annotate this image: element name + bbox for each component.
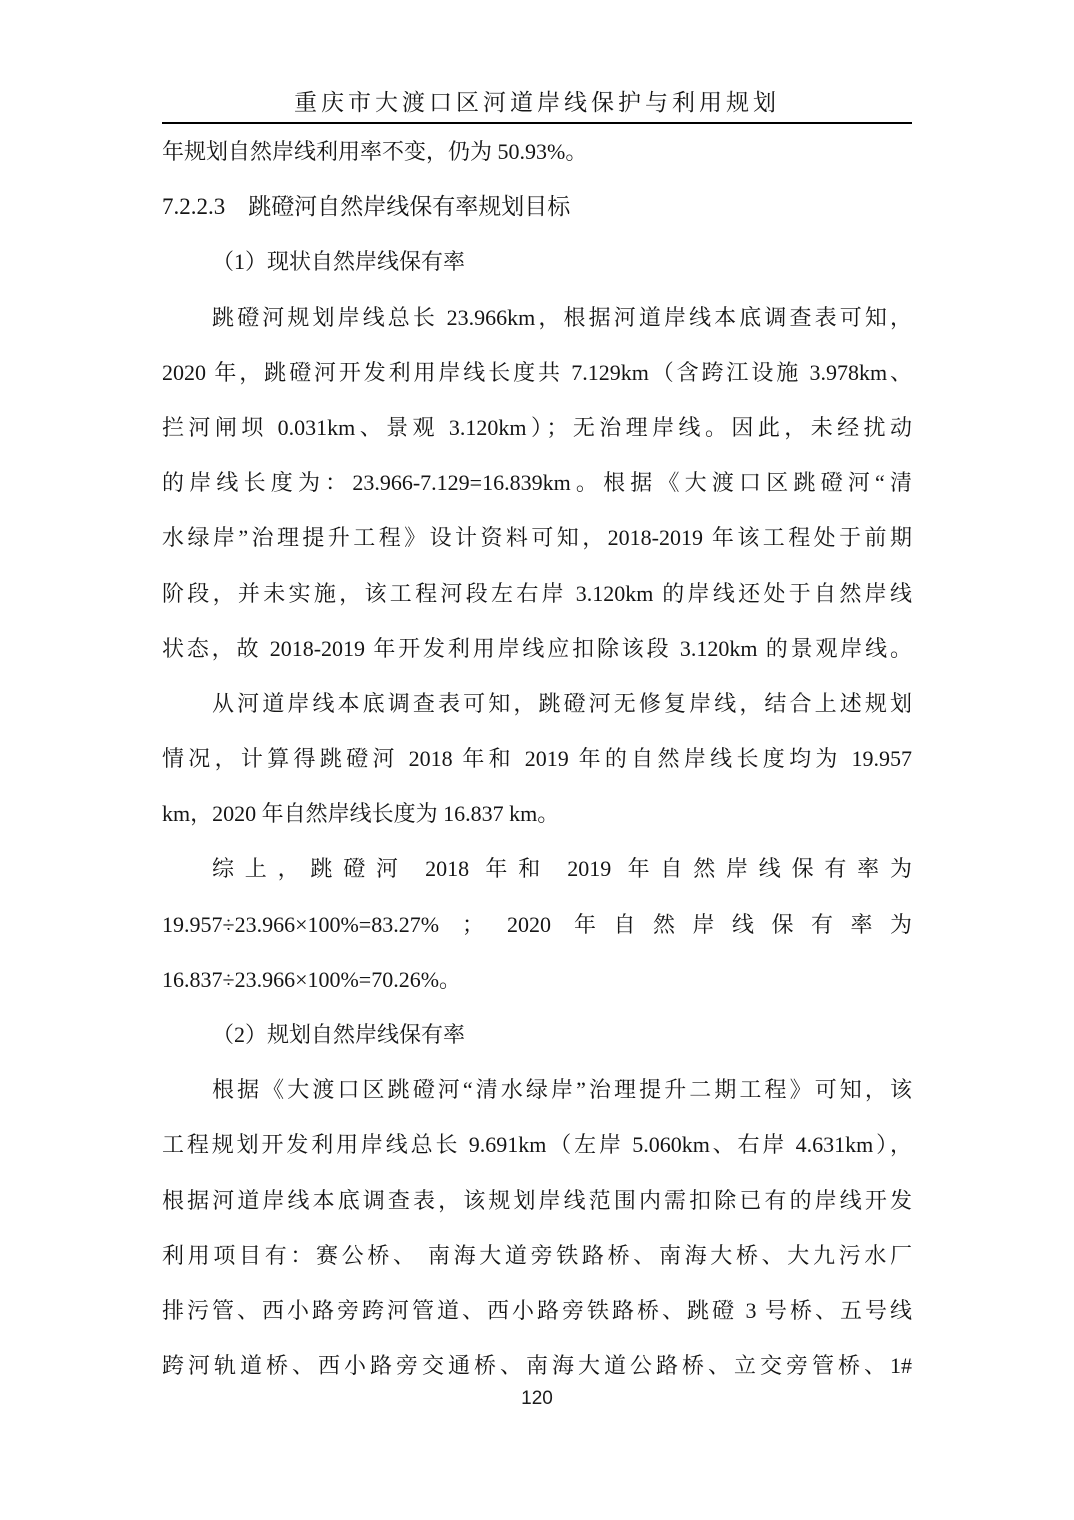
- text-line: 综上，跳磴河 2018 年和 2019 年自然岸线保有率为: [212, 856, 912, 882]
- text-line: 从河道岸线本底调查表可知，跳磴河无修复岸线，结合上述规划: [212, 690, 912, 716]
- text-line: 状态，故 2018-2019 年开发利用岸线应扣除该段 3.120km 的景观岸线。: [162, 635, 912, 661]
- sub-heading: （2）规划自然岸线保有率: [212, 1022, 466, 1047]
- sub-heading: （1）现状自然岸线保有率: [212, 249, 466, 275]
- header-title: 重庆市大渡口区河道岸线保护与利用规划: [294, 90, 780, 115]
- text-line: 水绿岸”治理提升工程》设计资料可知，2018-2019 年该工程处于前期: [162, 525, 912, 551]
- text-line: 19.957÷23.966×100%=83.27% ； 2020 年自然岸线保有率为: [162, 911, 912, 937]
- text-line: 利用项目有：赛公桥、 南海大道旁铁路桥、南海大桥、大九污水厂: [162, 1242, 912, 1268]
- text-line: 跨河轨道桥、西小路旁交通桥、南海大道公路桥、立交旁管桥、1#: [162, 1353, 912, 1379]
- text-line: 年规划自然岸线利用率不变，仍为 50.93%。: [162, 139, 588, 164]
- text-line: 根据《大渡口区跳磴河“清水绿岸”治理提升二期工程》可知，该: [212, 1077, 912, 1103]
- page-number: 120: [521, 1388, 553, 1409]
- page-header: [162, 0, 912, 118]
- text-line: 阶段，并未实施，该工程河段左右岸 3.120km 的岸线还处于自然岸线: [162, 580, 912, 606]
- document-body: [0, 124, 1074, 1393]
- text-line: 16.837÷23.966×100%=70.26%。: [162, 966, 462, 992]
- text-line: 排污管、西小路旁跨河管道、西小路旁铁路桥、跳磴 3 号桥、五号线: [162, 1297, 912, 1323]
- text-line: 2020 年，跳磴河开发利用岸线长度共 7.129km（含跨江设施 3.978km、: [162, 359, 912, 385]
- section-heading: 7.2.2.3 跳磴河自然岸线保有率规划目标: [162, 194, 571, 220]
- text-line: 根据河道岸线本底调查表，该规划岸线范围内需扣除已有的岸线开发: [162, 1187, 912, 1213]
- text-line: 的岸线长度为：23.966-7.129=16.839km。根据《大渡口区跳磴河“清: [162, 470, 912, 496]
- text-line: 拦河闸坝 0.031km、景观 3.120km）；无治理岸线。因此，未经扰动: [162, 414, 912, 440]
- text-line: km，2020 年自然岸线长度为 16.837 km。: [162, 801, 560, 827]
- page-footer: [0, 1388, 1074, 1410]
- text-line: 工程规划开发利用岸线总长 9.691km（左岸 5.060km、右岸 4.631km），: [162, 1132, 912, 1158]
- text-line: 跳磴河规划岸线总长 23.966km，根据河道岸线本底调查表可知，: [212, 304, 912, 330]
- text-line: 情况，计算得跳磴河 2018 年和 2019 年的自然岸线长度均为 19.957: [162, 746, 912, 772]
